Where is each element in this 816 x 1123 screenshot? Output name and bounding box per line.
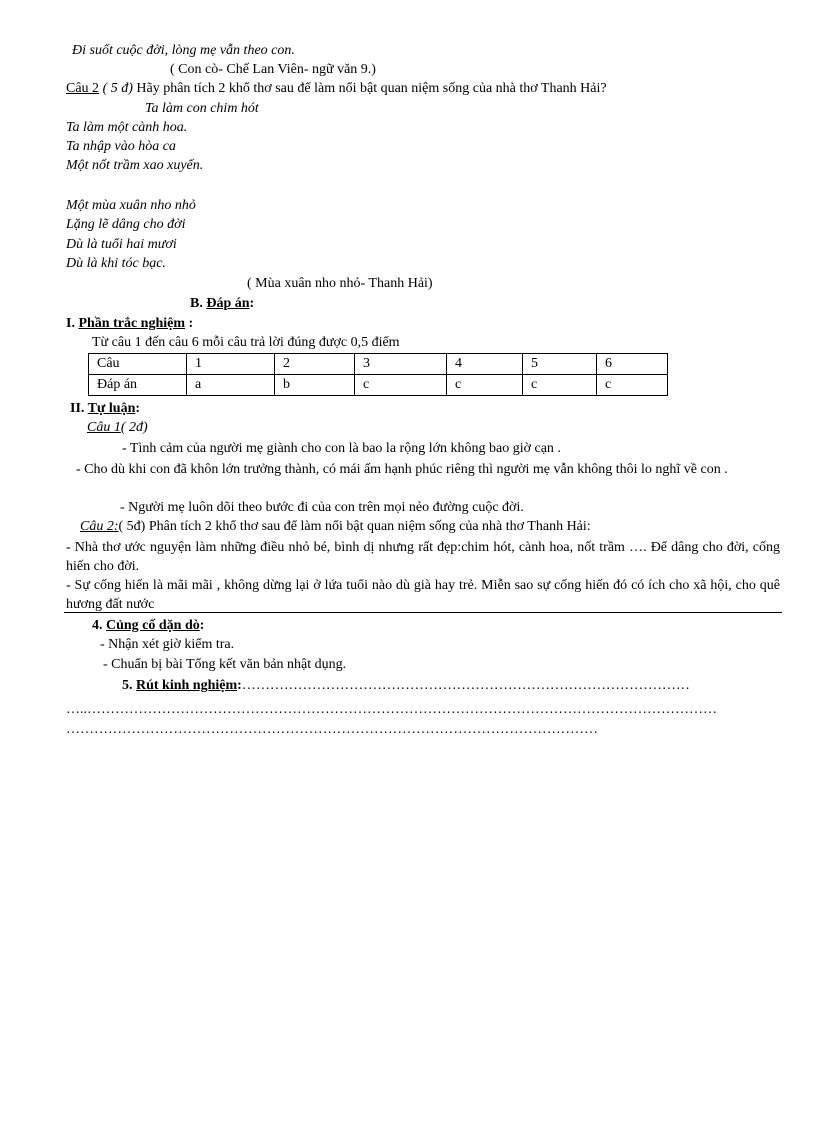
part5-suffix: : (237, 678, 242, 693)
table-cell: 1 (187, 354, 275, 375)
q2-points: ( 5 đ) (99, 81, 133, 96)
c1-label: Câu 1 (87, 420, 121, 435)
table-cell: 3 (355, 354, 447, 375)
part5-heading (122, 677, 690, 695)
part1-suffix: : (185, 316, 194, 331)
stanza2-line-2: Lặng lẽ dâng cho đời (66, 217, 186, 232)
part5-prefix: 5. (122, 678, 136, 693)
table-cell: c (355, 375, 447, 396)
part4-line-1: - Nhận xét giờ kiểm tra. (100, 637, 235, 652)
section-b-prefix: B. (190, 296, 207, 311)
c1-line-2: - Cho dù khi con đã khôn lớn trưởng thành, có mái ấm hạnh phúc riêng thì người mẹ vẫn không thôi lo nghĩ về con . (76, 462, 728, 477)
section-b-title: Đáp án (206, 296, 250, 311)
table-cell: 6 (597, 354, 668, 375)
c1-line-1: - Tình cảm của người mẹ giành cho con là bao la rộng lớn không bao giờ cạn . (122, 441, 561, 456)
c1-points: ( 2đ) (120, 420, 148, 435)
table-cell: c (447, 375, 523, 396)
part2-suffix: : (135, 401, 141, 416)
part2-heading (70, 400, 140, 418)
table-row (89, 375, 668, 396)
part2-prefix: II. (70, 401, 88, 416)
part1-note: Từ câu 1 đến câu 6 mỗi câu trả lời đúng được 0,5 điểm (92, 335, 400, 350)
part4-prefix: 4. (92, 618, 106, 633)
table-cell: b (275, 375, 355, 396)
part4-heading (92, 617, 204, 635)
part5-dots-2: …..……………………………………………………………………………………………………………………… (66, 702, 717, 717)
q2-heading (66, 80, 607, 98)
table-cell: Đáp án (89, 375, 187, 396)
stanza2-line-1: Một mùa xuân nho nhỏ (66, 198, 196, 213)
part2-title: Tự luận (87, 401, 136, 416)
stanza2-line-4: Dù là khi tóc bạc. (66, 256, 166, 271)
part5-dots-3: …………………………………………………………………………………………………… (66, 722, 598, 737)
part5-dots-1: …………………………………………………………………………………… (241, 678, 690, 693)
part4-suffix: : (199, 618, 205, 633)
q2-label: Câu 2 (66, 81, 100, 96)
divider (64, 612, 782, 613)
c2-text: ( 5đ) Phân tích 2 khổ thơ sau để làm nổi bật quan niệm sống của nhà thơ Thanh Hải: (118, 519, 591, 534)
table-cell: 2 (275, 354, 355, 375)
stanza2-line-3: Dù là tuổi hai mươi (66, 237, 177, 252)
poem-end-source: ( Con cò- Chế Lan Viên- ngữ văn 9.) (170, 62, 376, 77)
stanza1-line-4: Một nốt trầm xao xuyến. (66, 158, 204, 173)
part5-title: Rút kinh nghiệm (136, 678, 238, 693)
stanza1-line-3: Ta nhập vào hòa ca (66, 139, 176, 154)
table-row (89, 354, 668, 375)
c2-label: Câu 2: (80, 519, 119, 534)
section-b-suffix: : (249, 296, 255, 311)
table-cell: 5 (523, 354, 597, 375)
section-b-heading (190, 295, 254, 313)
table-cell: a (187, 375, 275, 396)
table-cell: Câu (89, 354, 187, 375)
part4-line-2: - Chuẩn bị bài Tổng kết văn bản nhật dụng. (103, 657, 347, 672)
part1-title: Phần trắc nghiệm (78, 316, 186, 331)
part4-title: Củng cố dặn dò (106, 618, 200, 633)
c2-heading (80, 518, 591, 536)
part1-heading (66, 315, 193, 333)
poem-source: ( Mùa xuân nho nhỏ- Thanh Hải) (247, 276, 433, 291)
stanza1-line-1: Ta làm con chim hót (145, 101, 259, 116)
stanza1-line-2: Ta làm một cành hoa. (66, 120, 188, 135)
c1-line-3: - Người mẹ luôn dõi theo bước đi của con trên mọi nẻo đường cuộc đời. (120, 500, 524, 515)
c1-heading (87, 419, 148, 437)
table-cell: c (523, 375, 597, 396)
answer-table (88, 353, 668, 396)
c2-line-2: - Sự cống hiến là mãi mãi , không dừng lại ở lứa tuổi nào dù già hay trẻ. Miễn sao sự cống hiến đó có ích cho xã hội, cho quê hương đất nước (66, 578, 780, 612)
poem-end-line: Đi suốt cuộc đời, lòng mẹ vẫn theo con. (72, 43, 295, 58)
table-cell: 4 (447, 354, 523, 375)
c2-line-1: - Nhà thơ ước nguyện làm những điều nhỏ bé, bình dị nhưng rất đẹp:chim hót, cành hoa, nốt trầm …. Để dâng cho đời, cống hiến cho đời. (66, 540, 780, 574)
q2-prompt: Hãy phân tích 2 khổ thơ sau để làm nổi bật quan niệm sống của nhà thơ Thanh Hải? (132, 81, 607, 96)
part1-prefix: I. (66, 316, 79, 331)
table-cell: c (597, 375, 668, 396)
